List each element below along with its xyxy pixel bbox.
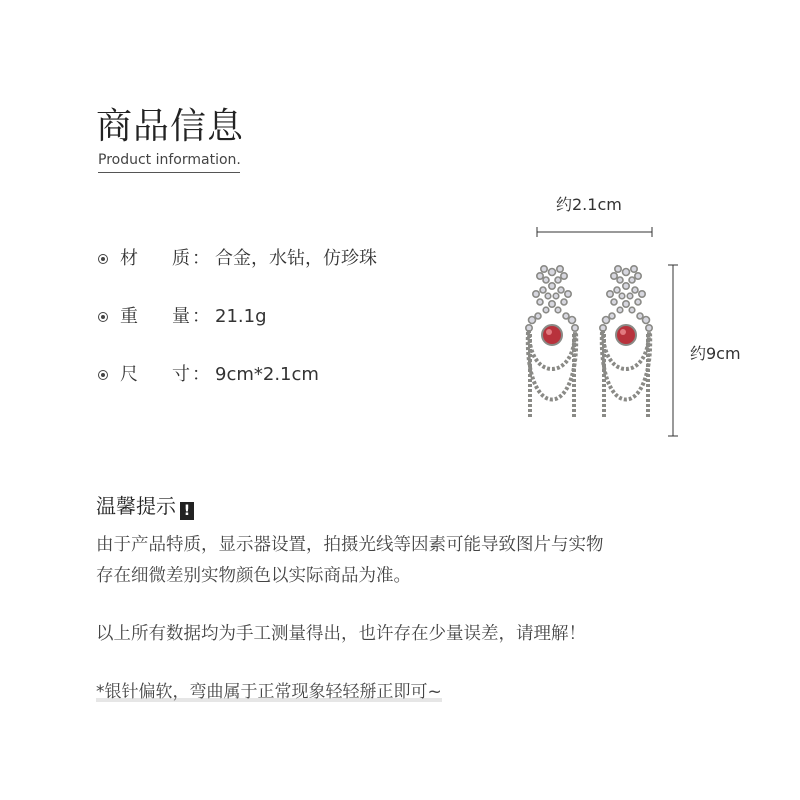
bullet-icon [98, 312, 108, 322]
page-subtitle: Product information. [98, 152, 241, 168]
spec-colon: ： [192, 306, 210, 327]
notice-note: *银针偏软，弯曲属于正常现象轻轻掰正即可~ [96, 682, 442, 702]
notice-paragraph-2: 以上所有数据均为手工测量得出，也许存在少量误差，请理解！ [96, 624, 586, 644]
spec-label-first-char: 重 [120, 306, 138, 327]
spec-colon: ： [192, 248, 210, 269]
height-dimension-label: 约9cm [690, 344, 741, 363]
bullet-icon [98, 254, 108, 264]
notice-paragraph-1-line-1: 由于产品特质，显示器设置，拍摄光线等因素可能导致图片与实物 [96, 535, 604, 555]
spec-label-second-char: 量 [172, 306, 190, 327]
exclamation-icon: ! [180, 502, 194, 520]
width-dimension-label: 约2.1cm [556, 195, 622, 214]
spec-label-first-char: 材 [120, 248, 138, 269]
spec-label-first-char: 尺 [120, 364, 138, 385]
spec-value-material: 合金，水钻，仿珍珠 [215, 248, 377, 269]
page-title: 商品信息 [96, 106, 245, 147]
notice-paragraph-1-line-2: 存在细微差别实物颜色以实际商品为准。 [96, 566, 411, 586]
spec-label-second-char: 质 [172, 248, 190, 269]
spec-value-weight: 21.1g [215, 306, 267, 327]
notice-title-text: 温馨提示 [96, 494, 176, 518]
bullet-icon [98, 370, 108, 380]
notice-title [96, 490, 194, 520]
spec-value-size: 9cm*2.1cm [215, 364, 319, 385]
spec-label-second-char: 寸 [172, 364, 190, 385]
subtitle-underline [98, 172, 240, 173]
spec-colon: ： [192, 364, 210, 385]
